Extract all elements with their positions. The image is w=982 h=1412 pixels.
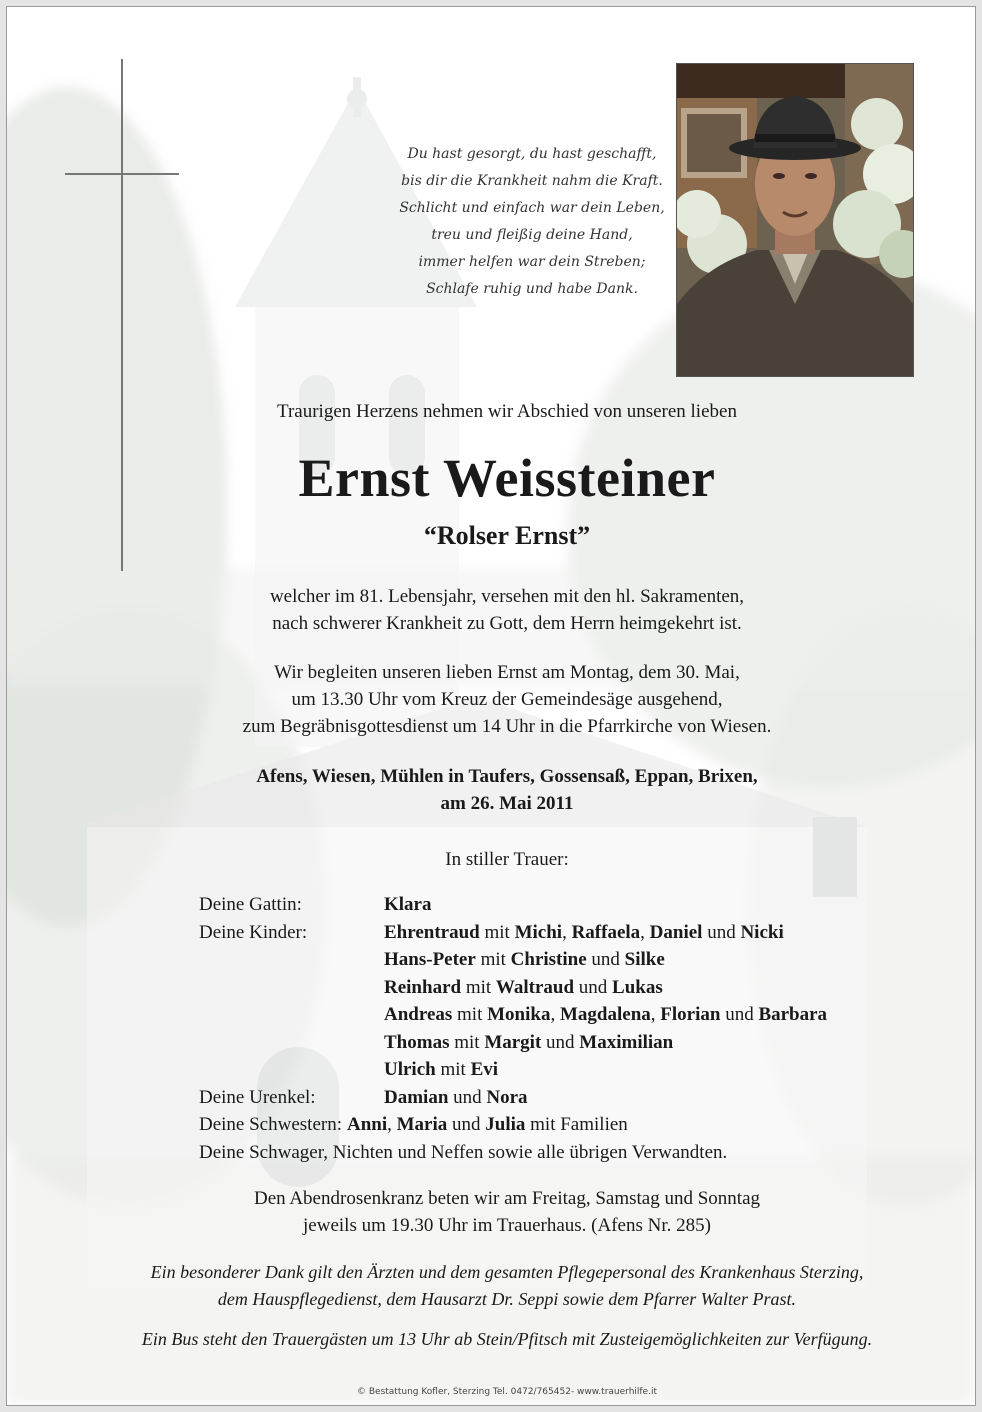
funeral-paragraph bbox=[7, 659, 976, 740]
text-line: Wir begleiten unseren lieben Ernst am Montag, dem 30. Mai, bbox=[274, 662, 740, 683]
poem-line: Schlicht und einfach war dein Leben, bbox=[399, 200, 665, 216]
connector-text: mit Familien bbox=[525, 1114, 628, 1135]
family-member-name: Raffaela bbox=[571, 921, 641, 943]
portrait-photo bbox=[676, 63, 914, 377]
connector-text: und bbox=[702, 921, 741, 943]
family-member-name: Maximilian bbox=[579, 1031, 674, 1053]
connector-text: mit bbox=[479, 921, 515, 943]
family-member-name: Klara bbox=[384, 894, 432, 915]
family-row-names bbox=[384, 919, 784, 947]
text-line: Den Abendrosenkranz beten wir am Freitag, Samstag und Sonntag bbox=[253, 1188, 761, 1209]
death-notice-paragraph bbox=[7, 583, 976, 637]
poem-line: Schlafe ruhig und habe Dank. bbox=[426, 281, 638, 297]
family-member-name: Margit bbox=[484, 1031, 542, 1053]
poem-line: treu und fleißig deine Hand, bbox=[431, 227, 633, 243]
family-member-name: Silke bbox=[624, 949, 665, 970]
text-line: zum Begräbnisgottesdienst um 14 Uhr in die Pfarrkirche von Wiesen. bbox=[242, 716, 772, 737]
family-row-names bbox=[384, 1029, 673, 1057]
family-member-name: Christine bbox=[510, 949, 587, 970]
connector-text: mit bbox=[452, 1004, 488, 1025]
family-row-names bbox=[384, 1001, 827, 1029]
family-member-name: Daniel bbox=[649, 921, 703, 943]
family-member-name: Monika bbox=[487, 1004, 551, 1025]
connector-text: mit bbox=[475, 949, 511, 970]
family-member-name: Reinhard bbox=[384, 976, 462, 998]
family-row-names bbox=[199, 1139, 727, 1167]
deceased-name: Ernst Weissteiner bbox=[298, 448, 716, 508]
family-row-label bbox=[199, 946, 384, 974]
family-member-name: Thomas bbox=[384, 1031, 450, 1053]
family-member-name: Florian bbox=[660, 1004, 721, 1025]
in-stiller-trauer-heading: In stiller Trauer: bbox=[445, 849, 569, 870]
nickname: “Rolser Ernst” bbox=[423, 521, 591, 550]
family-member-name: Julia bbox=[485, 1114, 526, 1135]
text-line: nach schwerer Krankheit zu Gott, dem Herrn heimgekehrt ist. bbox=[272, 613, 742, 634]
family-row-label: Deine Kinder: bbox=[199, 921, 308, 943]
family-row bbox=[199, 1111, 827, 1139]
family-member-name: Ehrentraud bbox=[384, 921, 480, 943]
connector-text: , bbox=[640, 921, 650, 943]
family-row bbox=[199, 1084, 827, 1112]
connector-text: und bbox=[447, 1114, 486, 1135]
family-list bbox=[199, 891, 827, 1166]
connector-text: , bbox=[387, 1114, 397, 1135]
family-member-name: Hans-Peter bbox=[384, 949, 476, 970]
connector-text: und bbox=[586, 949, 625, 970]
bus-notice: Ein Bus steht den Trauergästen um 13 Uhr ab Stein/Pfitsch mit Zusteigemöglichkeiten zur Verfügung. bbox=[141, 1329, 873, 1349]
family-row bbox=[199, 1056, 827, 1084]
family-row-names bbox=[384, 946, 665, 974]
connector-text: mit bbox=[461, 976, 496, 998]
family-member-name: Magdalena bbox=[559, 1004, 651, 1025]
connector-text: , bbox=[562, 921, 572, 943]
rosary-paragraph bbox=[7, 1185, 976, 1239]
connector-text: , bbox=[550, 1004, 560, 1025]
text-line: jeweils um 19.30 Uhr im Trauerhaus. (Afens Nr. 285) bbox=[303, 1215, 711, 1236]
family-row bbox=[199, 919, 827, 947]
poem-line: immer helfen war dein Streben; bbox=[418, 254, 646, 270]
places-and-date bbox=[7, 763, 976, 817]
thanks-paragraph bbox=[7, 1259, 976, 1313]
text-line: dem Hauspflegedienst, dem Hausarzt Dr. Seppi sowie dem Pfarrer Walter Prast. bbox=[217, 1289, 797, 1309]
intro-text: Traurigen Herzens nehmen wir Abschied von unseren lieben bbox=[277, 401, 737, 422]
family-member-name: Nora bbox=[486, 1086, 528, 1108]
family-row-names bbox=[384, 974, 663, 1002]
family-row-names bbox=[384, 1056, 498, 1084]
family-row-names bbox=[384, 891, 432, 919]
family-row-label: Deine Urenkel: bbox=[199, 1086, 316, 1108]
family-row bbox=[199, 1139, 827, 1167]
places-line: Afens, Wiesen, Mühlen in Taufers, Gossensaß, Eppan, Brixen, bbox=[256, 766, 758, 787]
footer-credit: © Bestattung Kofler, Sterzing Tel. 0472/765452- www.trauerhilfe.it bbox=[357, 1387, 657, 1397]
connector-text: und bbox=[448, 1086, 487, 1108]
family-member-name: Anni bbox=[346, 1114, 388, 1135]
family-row bbox=[199, 891, 827, 919]
text-line: um 13.30 Uhr vom Kreuz der Gemeindesäge ausgehend, bbox=[291, 689, 723, 710]
family-row bbox=[199, 1001, 827, 1029]
poem bbox=[387, 141, 677, 303]
family-row-label: Deine Gattin: bbox=[199, 894, 302, 915]
connector-text: , bbox=[650, 1004, 661, 1025]
cross-horizontal-line bbox=[65, 173, 179, 175]
connector-text: mit bbox=[449, 1031, 485, 1053]
family-row-names bbox=[384, 1084, 528, 1112]
family-row-label bbox=[199, 1029, 384, 1057]
obituary-page bbox=[6, 6, 976, 1406]
connector-text: Deine Schwager, Nichten und Neffen sowie alle übrigen Verwandten. bbox=[199, 1141, 728, 1163]
poem-line: Du hast gesorgt, du hast geschafft, bbox=[407, 146, 657, 162]
family-member-name: Nicki bbox=[740, 921, 784, 943]
family-member-name: Evi bbox=[470, 1059, 499, 1080]
family-row bbox=[199, 946, 827, 974]
connector-text: und bbox=[541, 1031, 580, 1053]
family-row-names bbox=[347, 1111, 628, 1139]
family-row-label bbox=[199, 1001, 384, 1029]
connector-text: und bbox=[574, 976, 613, 998]
connector-text: und bbox=[720, 1004, 759, 1025]
family-row-label: Deine Schwestern: bbox=[199, 1114, 342, 1135]
text-line: welcher im 81. Lebensjahr, versehen mit den hl. Sakramenten, bbox=[269, 586, 745, 607]
family-row-label bbox=[199, 974, 384, 1002]
family-row bbox=[199, 974, 827, 1002]
family-member-name: Lukas bbox=[612, 976, 663, 998]
poem-line: bis dir die Krankheit nahm die Kraft. bbox=[401, 173, 663, 189]
family-member-name: Ulrich bbox=[384, 1059, 436, 1080]
family-row bbox=[199, 1029, 827, 1057]
family-row-label bbox=[199, 1056, 384, 1084]
family-member-name: Michi bbox=[514, 921, 563, 943]
text-line: Ein besonderer Dank gilt den Ärzten und dem gesamten Pflegepersonal des Krankenhaus Sterzing, bbox=[150, 1262, 864, 1282]
family-member-name: Waltraud bbox=[495, 976, 575, 998]
family-member-name: Maria bbox=[396, 1114, 448, 1135]
connector-text: mit bbox=[435, 1059, 471, 1080]
family-member-name: Damian bbox=[384, 1086, 449, 1108]
family-member-name: Barbara bbox=[758, 1004, 828, 1025]
date-line: am 26. Mai 2011 bbox=[440, 793, 574, 814]
family-member-name: Andreas bbox=[384, 1004, 453, 1025]
